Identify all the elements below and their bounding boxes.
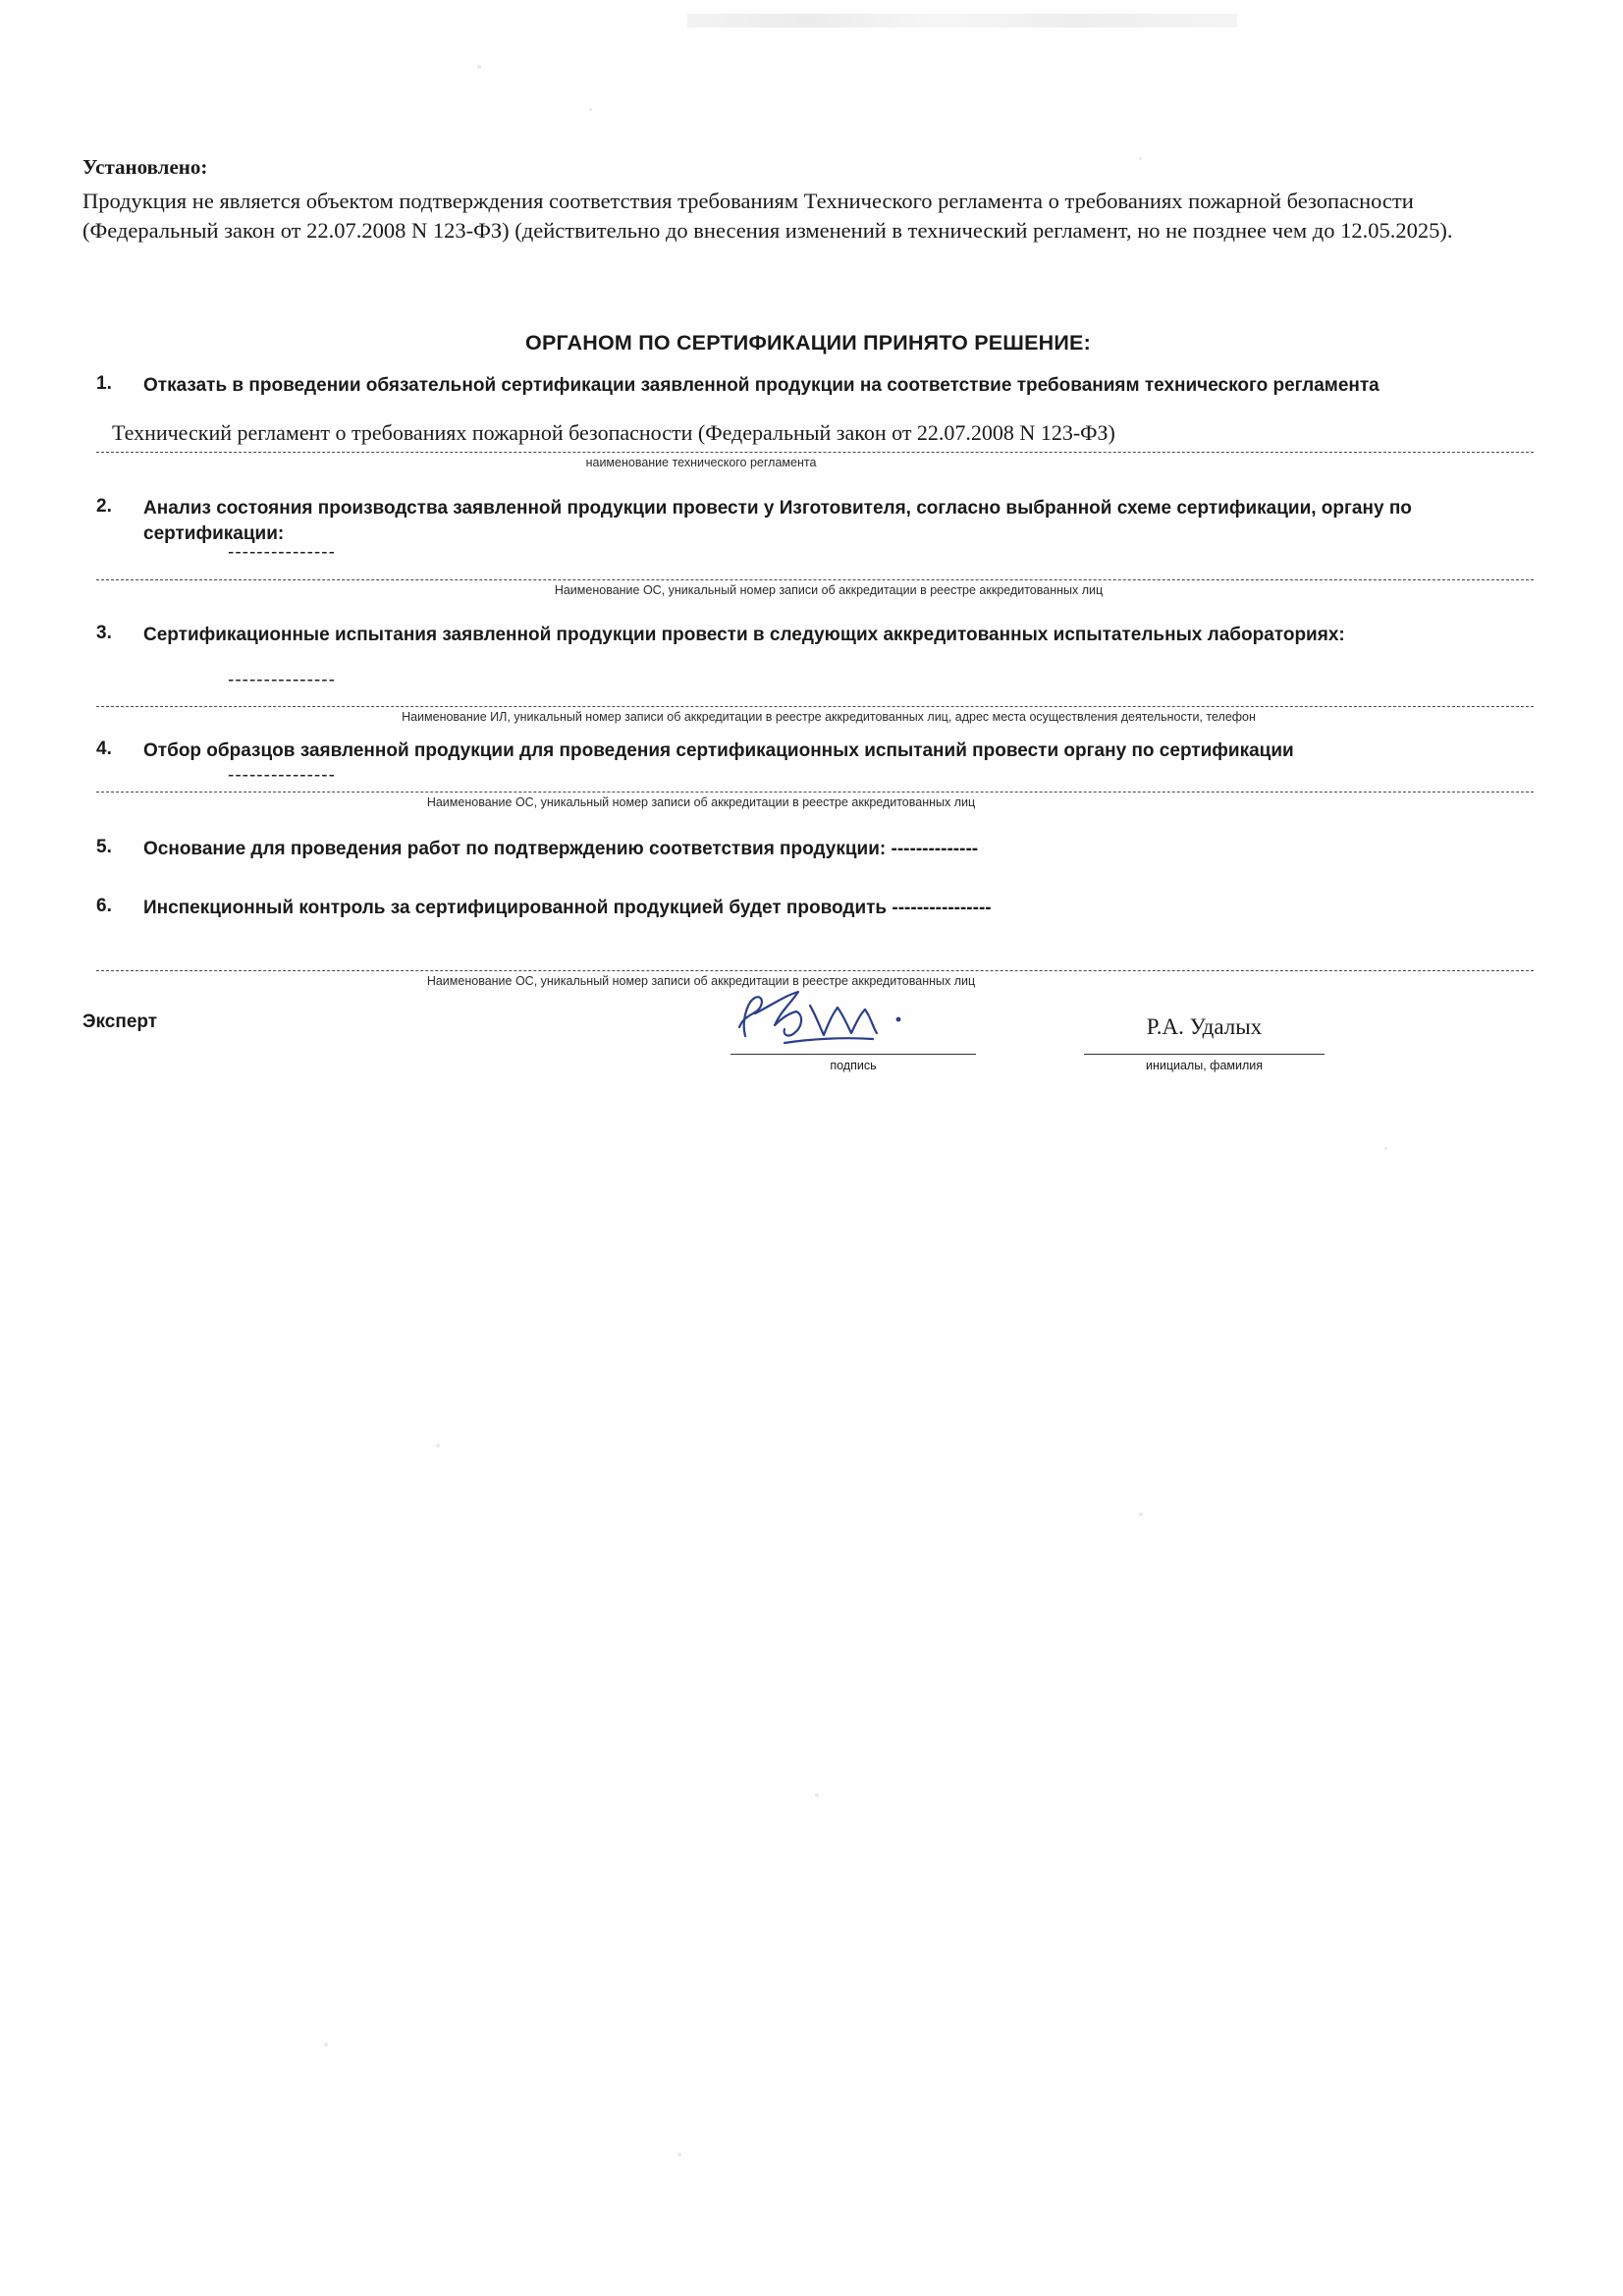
item-6-dash-rule — [96, 970, 1534, 971]
established-label: Установлено: — [82, 155, 208, 179]
scan-speck — [477, 65, 481, 69]
item-text: Инспекционный контроль за сертифицированной продукцией будет проводить ---------------- — [143, 898, 992, 918]
item-text: Отбор образцов заявленной продукции для проведения сертификационных испытаний провести органу по сертификации — [143, 740, 1294, 761]
item-3-dash-rule — [96, 706, 1534, 707]
item-1-filled-value: Технический регламент о требованиях пожарной безопасности (Федеральный закон от 22.07.2008 N 123-ФЗ) — [112, 420, 1115, 445]
item-number: 6. — [96, 896, 112, 916]
scan-speck — [1139, 157, 1142, 160]
item-4-dash-rule — [96, 792, 1534, 793]
signatory-name: Р.А. Удалых — [1146, 1014, 1263, 1039]
scan-speck — [1384, 1147, 1387, 1150]
item-4-caption: Наименование ОС, уникальный номер записи об аккредитации в реестре аккредитованных лиц — [426, 795, 976, 809]
signature-line — [730, 1054, 976, 1055]
item-6-caption: Наименование ОС, уникальный номер записи об аккредитации в реестре аккредитованных лиц — [426, 974, 976, 988]
item-2-dash-rule — [96, 579, 1534, 580]
handwritten-signature-icon — [726, 982, 942, 1061]
item-number: 4. — [96, 738, 112, 759]
scan-speck — [324, 2043, 328, 2047]
item-text: Отказать в проведении обязательной сертификации заявленной продукции на соответствие требованиям технического регламента — [143, 375, 1380, 396]
established-text: Продукция не является объектом подтверждения соответствия требованиям Технического регламента о требованиях пожарной безопасности (Федеральный закон от 22.07.2008 N 123-ФЗ) (действительно до внесения изменений в технический регламент, но не позднее чем до 12.05.2025). — [82, 189, 1453, 243]
signatory-name-line — [1084, 1054, 1325, 1055]
item-text: Анализ состояния производства заявленной продукции провести у Изготовителя, согласно выбранной схеме сертификации, органу по сертификации: — [143, 498, 1412, 544]
item-1-dash-rule — [96, 452, 1534, 453]
item-number: 1. — [96, 373, 112, 394]
signature-caption: подпись — [830, 1059, 877, 1072]
scan-speck — [589, 108, 592, 111]
expert-label: Эксперт — [82, 1011, 158, 1032]
item-3-filled-value: --------------- — [228, 670, 336, 690]
scan-speck — [815, 1793, 819, 1797]
item-number: 2. — [96, 496, 112, 517]
scan-speck — [677, 2153, 681, 2157]
decision-title: ОРГАНОМ ПО СЕРТИФИКАЦИИ ПРИНЯТО РЕШЕНИЕ: — [525, 331, 1091, 355]
scan-artifact-top — [687, 14, 1237, 27]
signatory-name-caption: инициалы, фамилия — [1145, 1059, 1264, 1072]
item-text: Сертификационные испытания заявленной продукции провести в следующих аккредитованных испытательных лабораториях: — [143, 625, 1345, 645]
item-4-filled-value: --------------- — [228, 765, 336, 786]
item-2-caption: Наименование ОС, уникальный номер записи об аккредитации в реестре аккредитованных лиц — [554, 583, 1104, 597]
item-number: 5. — [96, 837, 112, 857]
item-text: Основание для проведения работ по подтверждению соответствия продукции: -------------- — [143, 839, 979, 859]
scan-speck — [1139, 1512, 1143, 1516]
item-2-filled-value: --------------- — [228, 542, 336, 563]
item-1-caption: наименование технического регламента — [585, 456, 817, 469]
item-3-caption: Наименование ИЛ, уникальный номер записи об аккредитации в реестре аккредитованных лиц, адрес места осуществления деятельности, телефон — [402, 710, 1256, 724]
scan-speck — [436, 1444, 440, 1448]
item-number: 3. — [96, 623, 112, 643]
